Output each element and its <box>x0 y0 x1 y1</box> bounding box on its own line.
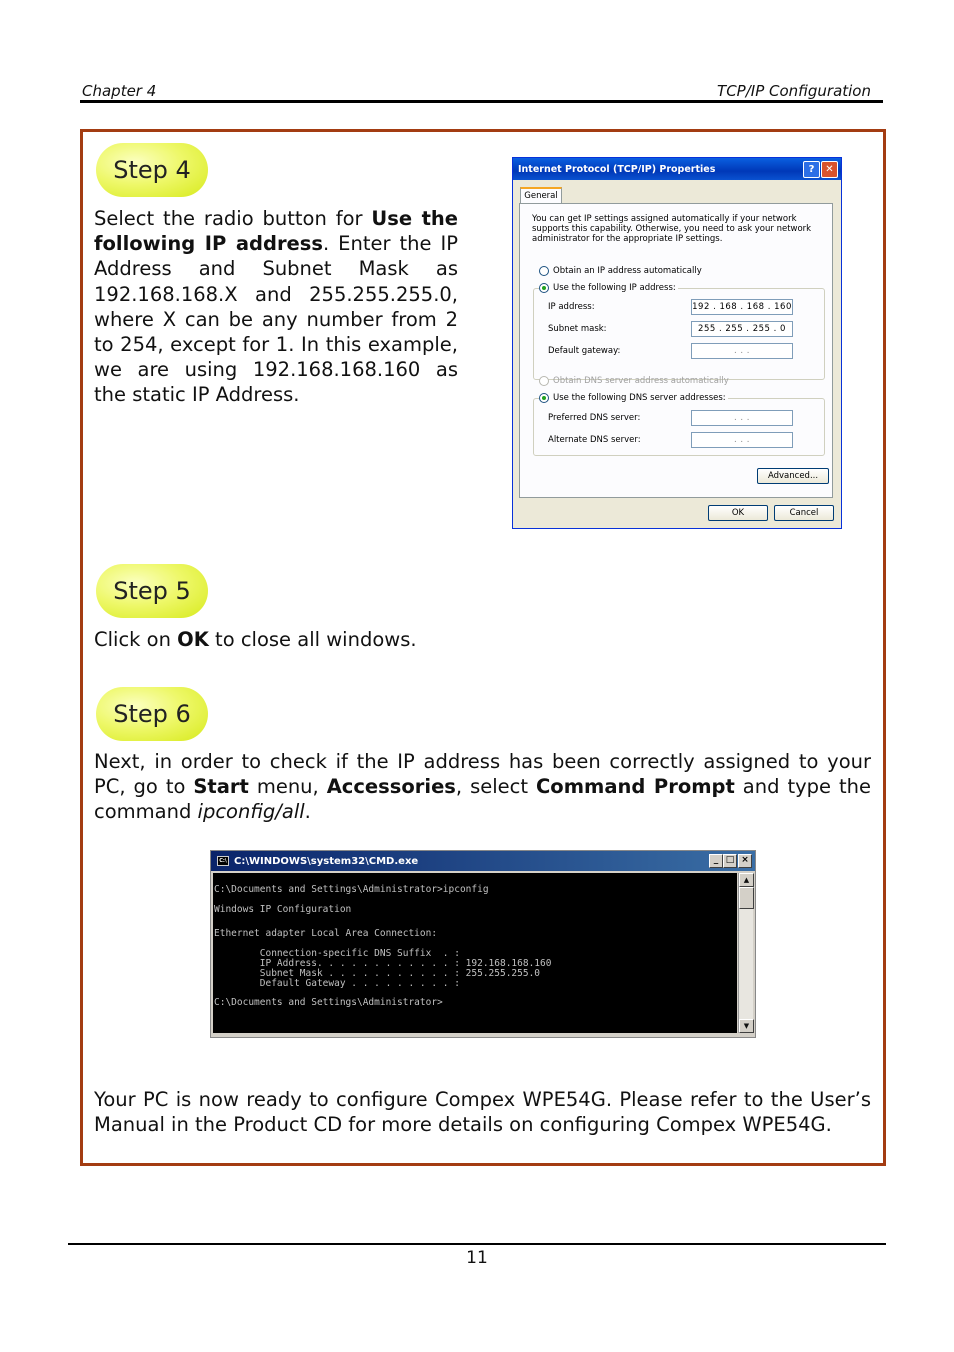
closing-text: Your PC is now ready to configure Compex WPE54G. Please refer to the User’s Manual in the Product CD for more details on configuring Compex WPE54G. <box>94 1088 871 1137</box>
close-icon[interactable]: × <box>738 854 752 868</box>
cmd-line: C:\Documents and Settings\Administrator> <box>214 997 443 1008</box>
help-icon[interactable]: ? <box>803 161 820 178</box>
cmd-line: Subnet Mask . . . . . . . . . . . : 255.255.255.0 <box>214 968 541 979</box>
minimize-icon[interactable]: _ <box>709 854 723 868</box>
maximize-icon[interactable]: □ <box>723 854 737 868</box>
footer-divider <box>68 1243 886 1245</box>
general-tab-panel <box>519 203 833 498</box>
cmd-line: C:\Documents and Settings\Administrator>ipconfig <box>214 884 489 895</box>
cmd-scrollbar[interactable] <box>738 873 753 1033</box>
command-prompt-window <box>210 850 756 1038</box>
default-gateway-field[interactable]: . . . <box>691 343 793 359</box>
scroll-thumb[interactable] <box>739 887 754 909</box>
advanced-button[interactable]: Advanced... <box>757 468 829 484</box>
header-divider <box>80 100 883 103</box>
cmd-icon: C:\ <box>217 856 229 866</box>
step-5-badge: Step 5 <box>96 564 208 618</box>
preferred-dns-label: Preferred DNS server: <box>548 413 641 423</box>
ip-address-field[interactable]: 192 . 168 . 168 . 160 <box>691 299 793 315</box>
preferred-dns-field[interactable]: . . . <box>691 410 793 426</box>
step-4-badge: Step 4 <box>96 143 208 197</box>
subnet-mask-label: Subnet mask: <box>548 324 607 334</box>
obtain-ip-radio[interactable]: Obtain an IP address automatically <box>539 266 702 276</box>
scroll-down-icon[interactable]: ▼ <box>739 1019 754 1033</box>
default-gateway-label: Default gateway: <box>548 346 621 356</box>
subnet-mask-field[interactable]: 255 . 255 . 255 . 0 <box>691 321 793 337</box>
chapter-header: Chapter 4 <box>82 82 157 100</box>
use-ip-radio[interactable]: Use the following IP address: <box>539 283 678 293</box>
use-dns-radio[interactable]: Use the following DNS server addresses: <box>539 393 728 403</box>
alternate-dns-field[interactable]: . . . <box>691 432 793 448</box>
cmd-line: IP Address. . . . . . . . . . . . : 192.168.168.160 <box>214 958 552 969</box>
step-6-text: Next, in order to check if the IP address has been correctly assigned to your PC, go to Start menu, Accessories, select Command Prompt and type the command ipconfig/all. <box>94 750 871 824</box>
tab-general[interactable]: General <box>520 187 562 203</box>
ip-address-label: IP address: <box>548 302 595 312</box>
cmd-line: Connection-specific DNS Suffix . : <box>214 948 460 959</box>
step-4-text: Select the radio button for Use the following IP address. Enter the IP Address and Subnet Mask as 192.168.168.X and 255.255.255.0, where X can be any number from 2 to 254, except for 1. In this example, we are using 192.168.168.160 as the static IP Address. <box>94 207 458 407</box>
radio-selected-icon <box>539 393 549 403</box>
obtain-dns-radio[interactable]: Obtain DNS server address automatically <box>539 376 729 386</box>
cmd-line: Ethernet adapter Local Area Connection: <box>214 928 438 939</box>
intro-text: You can get IP settings assigned automatically if your network supports this capability. Otherwise, you need to ask your network administrator for the appropriate IP settings. <box>532 214 812 244</box>
radio-icon <box>539 376 549 386</box>
step-6-badge: Step 6 <box>96 687 208 741</box>
cancel-button[interactable]: Cancel <box>774 505 834 521</box>
cmd-title-bar: C:\ C:\WINDOWS\system32\CMD.exe _ □ × <box>211 851 755 871</box>
step-5-text: Click on OK to close all windows. <box>94 628 417 651</box>
radio-icon <box>539 266 549 276</box>
ok-button[interactable]: OK <box>708 505 768 521</box>
alternate-dns-label: Alternate DNS server: <box>548 435 641 445</box>
section-header: TCP/IP Configuration <box>717 82 871 100</box>
page-number: 11 <box>466 1248 488 1268</box>
cmd-line: Default Gateway . . . . . . . . . : <box>214 978 460 989</box>
radio-selected-icon <box>539 283 549 293</box>
tcpip-properties-dialog <box>512 157 842 529</box>
cmd-output[interactable] <box>213 873 737 1033</box>
scroll-up-icon[interactable]: ▲ <box>739 873 754 887</box>
cmd-line: Windows IP Configuration <box>214 904 352 915</box>
close-icon[interactable]: ✕ <box>821 161 838 178</box>
dialog-title: Internet Protocol (TCP/IP) Properties ? ✕ <box>513 158 841 180</box>
